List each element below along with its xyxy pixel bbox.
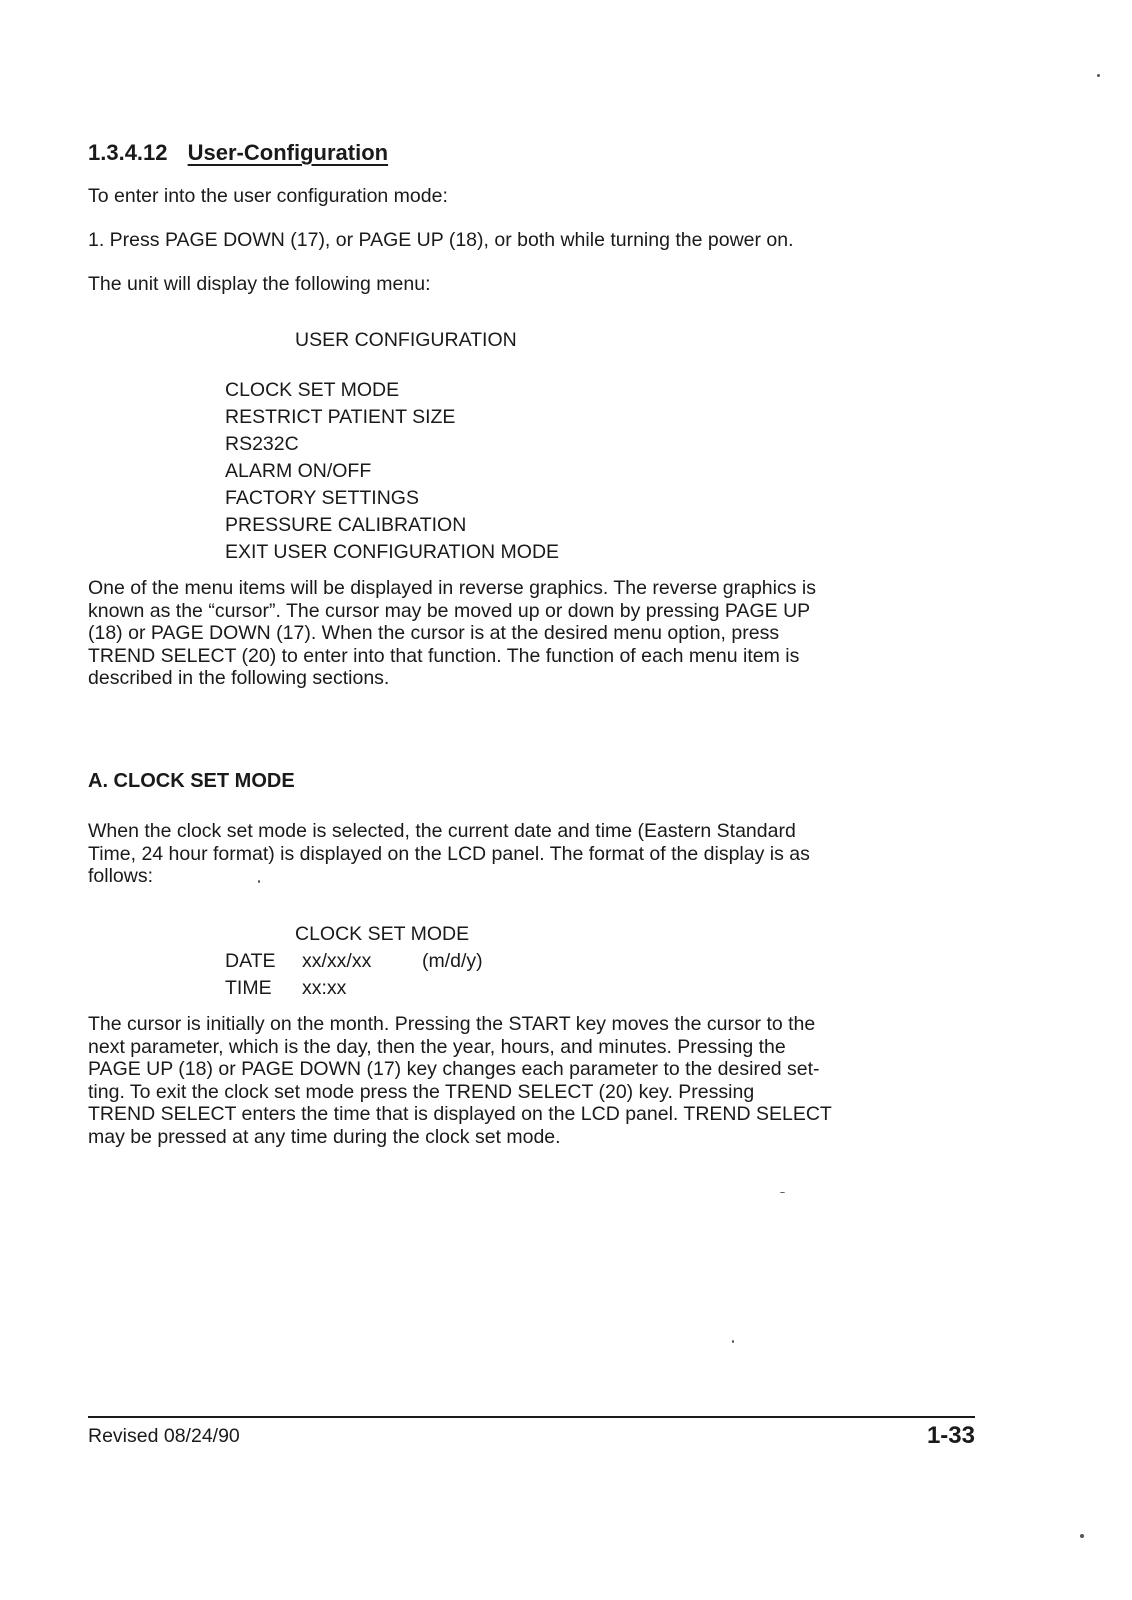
scan-speck [780, 1192, 785, 1193]
section-title: User-Configuration [187, 140, 389, 165]
scan-speck [258, 880, 260, 883]
menu-item-factory-settings: FACTORY SETTINGS [225, 487, 419, 509]
paragraph-line: (18) or PAGE DOWN (17). When the cursor is at the desired menu option, press [88, 622, 780, 644]
clock-description-paragraph [88, 820, 988, 888]
menu-item-exit-user-configuration: EXIT USER CONFIGURATION MODE [225, 541, 560, 563]
step-1: 1. Press PAGE DOWN (17), or PAGE UP (18), or both while turning the power on. [88, 229, 794, 251]
intro-line: To enter into the user configuration mode: [88, 185, 448, 207]
menu-item-clock-set-mode: CLOCK SET MODE [225, 379, 400, 401]
section-number: 1.3.4.12 [88, 140, 168, 165]
paragraph-line: follows: [88, 865, 154, 887]
paragraph-line: TREND SELECT (20) to enter into that function. The function of each menu item is [88, 644, 800, 667]
menu-item-alarm-on-off: ALARM ON/OFF [225, 460, 372, 482]
time-label: TIME [225, 977, 272, 999]
paragraph-line: may be pressed at any time during the clock set mode. [88, 1125, 561, 1148]
paragraph-line: known as the “cursor”. The cursor may be moved up or down by pressing PAGE UP [88, 599, 811, 622]
paragraph-line: Time, 24 hour format) is displayed on the LCD panel. The format of the display is as [88, 842, 810, 865]
paragraph-line: One of the menu items will be displayed in reverse graphics. The reverse graphics is [88, 577, 816, 599]
menu-title: USER CONFIGURATION [295, 329, 517, 351]
user-configuration-menu [225, 377, 559, 566]
date-format: (m/d/y) [422, 950, 483, 972]
paragraph-line: TREND SELECT enters the time that is displayed on the LCD panel. TREND SELECT [88, 1103, 832, 1125]
section-heading [88, 140, 388, 166]
clock-display-time-row [225, 975, 483, 1002]
date-value: xx/xx/xx [302, 950, 372, 972]
paragraph-line: The cursor is initially on the month. Pressing the START key moves the cursor to the [88, 1013, 816, 1035]
paragraph-line: next parameter, which is the day, then the year, hours, and minutes. Pressing the [88, 1035, 786, 1058]
clock-display-title: CLOCK SET MODE [295, 923, 470, 945]
scan-speck [1080, 1534, 1084, 1538]
footer-divider [88, 1416, 975, 1418]
menu-item-restrict-patient-size: RESTRICT PATIENT SIZE [225, 406, 456, 428]
menu-item-rs232c: RS232C [225, 433, 299, 455]
paragraph-line: PAGE UP (18) or PAGE DOWN (17) key changes each parameter to the desired set- [88, 1058, 820, 1080]
date-label: DATE [225, 950, 276, 972]
clock-instructions-paragraph [88, 1013, 988, 1148]
scan-speck [732, 1340, 734, 1343]
menu-intro-line: The unit will display the following menu: [88, 273, 431, 295]
clock-display-date-row [225, 948, 483, 975]
paragraph-line: When the clock set mode is selected, the current date and time (Eastern Standard [88, 820, 796, 842]
clock-display-format [225, 921, 483, 1002]
paragraph-line: ting. To exit the clock set mode press the TREND SELECT (20) key. Pressing [88, 1080, 755, 1103]
clock-set-mode-heading: A. CLOCK SET MODE [88, 770, 295, 792]
menu-item-pressure-calibration: PRESSURE CALIBRATION [225, 514, 467, 536]
menu-description-paragraph [88, 577, 988, 690]
scan-speck [1097, 74, 1100, 77]
paragraph-line: described in the following sections. [88, 667, 390, 689]
revision-date: Revised 08/24/90 [88, 1425, 240, 1447]
time-value: xx:xx [302, 977, 347, 999]
page-number: 1-33 [926, 1422, 975, 1449]
